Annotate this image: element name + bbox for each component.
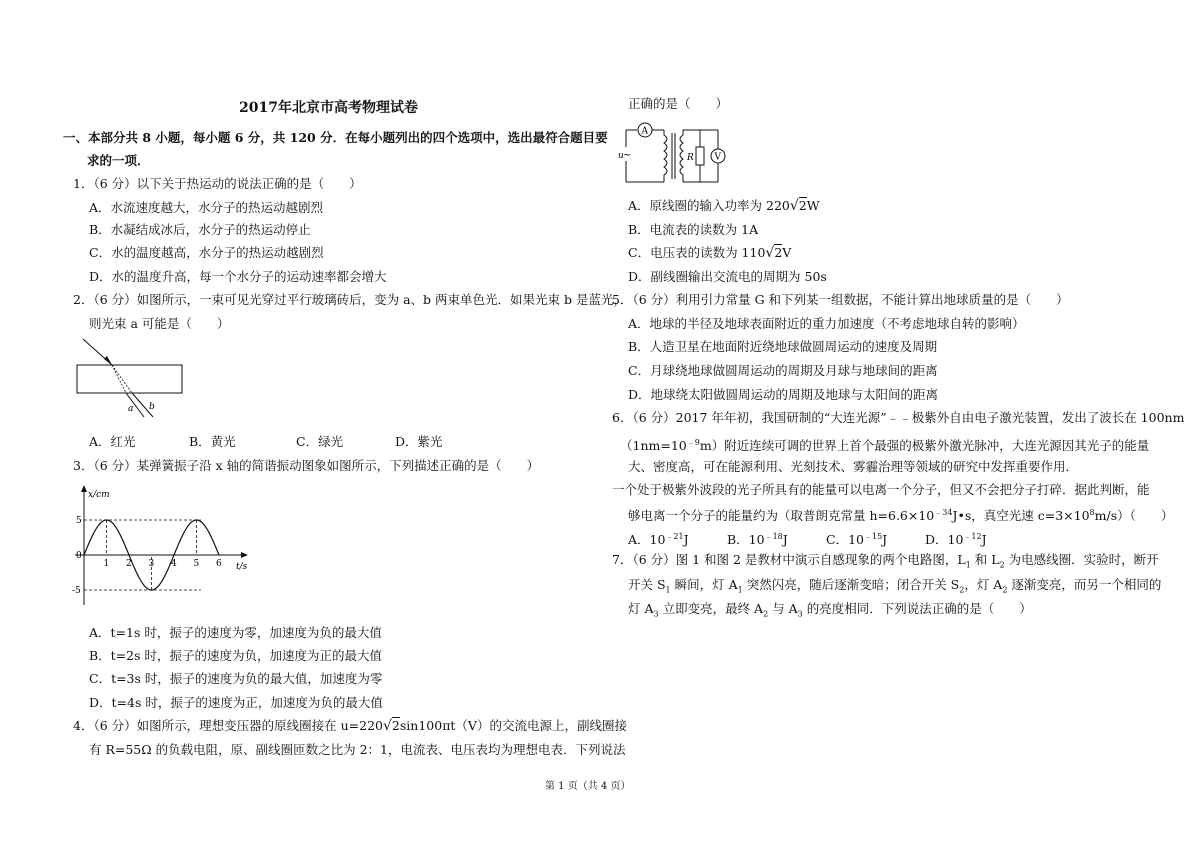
resistor [696,147,704,165]
secondary-coil [680,130,683,182]
glass-slab [77,365,182,393]
q6-option-b-exp: ﹣18 [764,532,783,541]
source-label: u [618,151,624,161]
q3-option-a: A．t=1s 时，振子的速度为零，加速度为负的最大值 [89,625,382,640]
q4-option-a [628,198,820,214]
q4-stem-line2: 有 R=55Ω 的负载电阻，原、副线圈匝数之比为 2：1，电流表、电压表均为理想电表．下列说法 [89,742,626,757]
q2-option-d: D．紫光 [395,434,443,449]
resistor-label: R [687,153,694,163]
page-footer: 第 1 页（共 4 页） [545,781,631,792]
q1-option-d: D．水的温度升高，每一个水分子的运动速率都会增大 [89,269,387,284]
q7-l3-b: 立即变亮，最终 A [658,601,764,616]
q7-l2-b: 瞬间，灯 A [670,577,738,592]
q4-stem-line3: 正确的是（ ） [628,96,729,111]
q4-option-c [628,245,791,261]
q4-option-c-post: V [782,245,792,260]
q5-option-d: D．地球绕太阳做圆周运动的周期及地球与太阳间的距离 [628,387,939,402]
q5-option-a: A．地球的半径及地球表面附近的重力加速度（不考虑地球自转的影响） [628,316,1025,331]
x-axis-label: t/s [236,562,248,572]
q4-option-d: D．副线圈输出交流电的周期为 50s [628,269,827,284]
sqrt-icon: √ [789,198,799,214]
q6-option-a [628,529,689,548]
q2-stem-line2: 则光束 a 可能是（ ） [89,316,230,331]
q2-option-a: A．红光 [89,434,136,449]
q6-stem-line2-a: （1nm=10 [620,438,687,454]
q6-option-d [925,529,987,548]
x-tick-label: 6 [216,559,222,569]
refracted-ray-a [112,365,126,393]
q1-option-c: C．水的温度越高，水分子的热运动越剧烈 [89,245,324,260]
q4-option-a-post: W [806,198,820,213]
q1-stem: 1．（6 分）以下关于热运动的说法正确的是（ ） [73,176,362,191]
y-axis-label: x/cm [88,490,110,500]
q7-l1-c: 为电感线圈．实验时，断开 [1004,552,1159,567]
label-a: a [128,404,134,414]
q6-stem-line5 [628,505,1173,524]
primary-coil [664,130,667,182]
q7-l2-e: 逐渐变亮，而另一个相同的 [1007,577,1162,592]
label-b: b [149,402,155,412]
q6-lightspeed-exponent: 8 [1089,508,1095,517]
q5-option-c: C．月球绕地球做圆周运动的周期及月球与地球间的距离 [628,363,938,378]
q6-option-d-exp: ﹣12 [963,532,982,541]
q7-l2-c: 突然闪亮，随后逐渐变暗；闭合开关 S [742,577,960,592]
sqrt-icon: √ [383,718,392,734]
section-instruction-line2: 求的一项． [87,153,150,168]
x-tick-label: 4 [171,559,177,569]
q6-stem-line5-b: J•s，真空光速 c=3×10 [952,508,1090,524]
x-tick-label: 2 [126,559,132,569]
q3-option-b: B．t=2s 时，振子的速度为负，加速度为正的最大值 [89,648,383,663]
q6-option-b-base: B．10 [727,532,765,548]
q4-option-b: B．电流表的读数为 1A [628,222,759,237]
q6-stem-line5-a: 够电离一个分子的能量约为（取普朗克常量 h=6.6×10 [628,508,935,524]
ammeter-label: A [641,126,648,137]
q6-option-d-base: D．10 [925,532,964,548]
q3-option-d: D．t=4s 时，振子的速度为正，加速度为负的最大值 [89,695,383,710]
q7-l3-d: 的亮度相同．下列说法正确的是（ ） [802,601,1032,616]
q7-l1-sub1: 1 [965,560,971,570]
q1-option-a: A．水流速度越大，水分子的热运动越剧烈 [89,200,324,215]
q4-stem-line1 [73,718,627,734]
q6-option-c [826,529,887,548]
q7-l3-sub1: 3 [653,609,659,619]
q6-option-d-unit: J [981,532,987,548]
q1-option-b: B．水凝结成冰后，水分子的热运动停止 [89,222,311,237]
q7-l2-d: ，灯 A [964,577,1003,592]
transformer-circuit [618,118,728,186]
q6-stem-line5-c: m/s）（ ） [1094,508,1174,524]
ac-source-icon: ~ [623,150,632,161]
y-axis-arrow-icon [81,485,87,492]
x-tick-label: 1 [103,559,110,569]
q7-stem-line1 [612,552,1159,574]
q6-stem-line2-b: m）附近连续可调的世界上首个最强的极紫外激光脉冲，大连光源因其光子的能量 [699,438,1150,454]
q7-l2-sub4: 2 [1002,585,1008,595]
q6-stem-line3: 大、密度高，可在能源利用、光刻技术、雾霾治理等领域的研究中发挥重要作用． [628,459,1079,474]
q4-stem-line1-pre: 4．（6 分）如图所示，理想变压器的原线圈接在 u=220 [73,718,383,733]
q6-exponent: ﹣9 [686,438,700,447]
q6-option-c-base: C．10 [826,532,864,548]
q6-option-b-unit: J [782,532,788,548]
q6-stem-line1: 6．（6 分）2017 年年初，我国研制的“大连光源”﹣﹣极紫外自由电子激光装置，发出了波长在 100nm [612,410,1185,425]
q6-option-a-base: A．10 [628,532,666,548]
voltmeter-label: V [714,152,721,163]
q7-l2-sub3: 2 [959,585,965,595]
y-tick-label: 0 [76,551,82,561]
x-tick-label: 3 [148,559,155,569]
q6-option-a-exp: ﹣21 [665,532,684,541]
y-tick-label: -5 [72,586,81,596]
y-tick-label: 5 [76,516,82,526]
q7-l2-a: 开关 S [628,577,666,592]
q7-l3-sub2: 2 [763,609,769,619]
x-tick-label: 5 [193,559,200,569]
section-instruction-line1: 一、本部分共 8 小题，每小题 6 分，共 120 分．在每小题列出的四个选项中，选出最符合题目要 [63,130,608,145]
refracted-ray-b [112,365,132,393]
q6-option-b [727,529,788,548]
ray-arrow-icon [104,356,112,365]
q7-l3-a: 灯 A [628,601,654,616]
q4-stem-line1-post: sin100πt（V）的交流电源上，副线圈接 [399,718,627,733]
q6-planck-exponent: ﹣34 [934,508,953,517]
q6-option-c-unit: J [882,532,888,548]
q7-stem-line3 [628,601,1032,623]
glass-slab-figure [74,335,186,420]
q3-stem: 3．（6 分）某弹簧振子沿 x 轴的简谐振动图象如图所示，下列描述正确的是（ ） [73,458,540,473]
q7-l1-a: 7．（6 分）图 1 和图 2 是教材中演示自感现象的两个电路图，L [612,552,966,567]
q7-l1-b: 和 L [970,552,1000,567]
q3-option-c: C．t=3s 时，振子的速度为负的最大值，加速度为零 [89,671,383,686]
q7-l3-c: 与 A [768,601,798,616]
q4-option-c-radicand: 2 [774,245,783,260]
q7-l2-sub1: 1 [665,585,671,595]
q6-stem-line4: 一个处于极紫外波段的光子所具有的能量可以电离一个分子，但又不会把分子打碎．据此判断，能 [612,482,1150,497]
q7-l3-sub3: 3 [797,609,803,619]
q4-option-c-pre: C．电压表的读数为 110 [628,245,766,260]
q5-stem: 5．（6 分）利用引力常量 G 和下列某一组数据，不能计算出地球质量的是（ ） [612,292,1069,307]
q2-stem-line1: 2．（6 分）如图所示，一束可见光穿过平行玻璃砖后，变为 a、b 两束单色光．如果光束 b 是蓝光， [73,292,626,307]
page-title: 2017年北京市高考物理试卷 [239,100,418,116]
q6-stem-line2 [620,435,1149,454]
q4-option-a-pre: A．原线圈的输入功率为 220 [628,198,790,213]
q4-stem-radicand: 2 [391,718,400,733]
q2-option-b: B．黄光 [189,434,236,449]
q6-option-a-unit: J [683,532,689,548]
q7-l2-sub2: 1 [737,585,743,595]
q7-l1-sub2: 2 [999,560,1005,570]
oscillation-graph [70,483,260,608]
q6-option-c-exp: ﹣15 [863,532,883,541]
sqrt-icon: √ [765,245,775,261]
q4-option-a-radicand: 2 [798,198,807,213]
q7-stem-line2 [628,577,1161,599]
q5-option-b: B．人造卫星在地面附近绕地球做圆周运动的速度及周期 [628,339,938,354]
x-axis-arrow-icon [241,552,248,558]
q2-option-c: C．绿光 [296,434,344,449]
